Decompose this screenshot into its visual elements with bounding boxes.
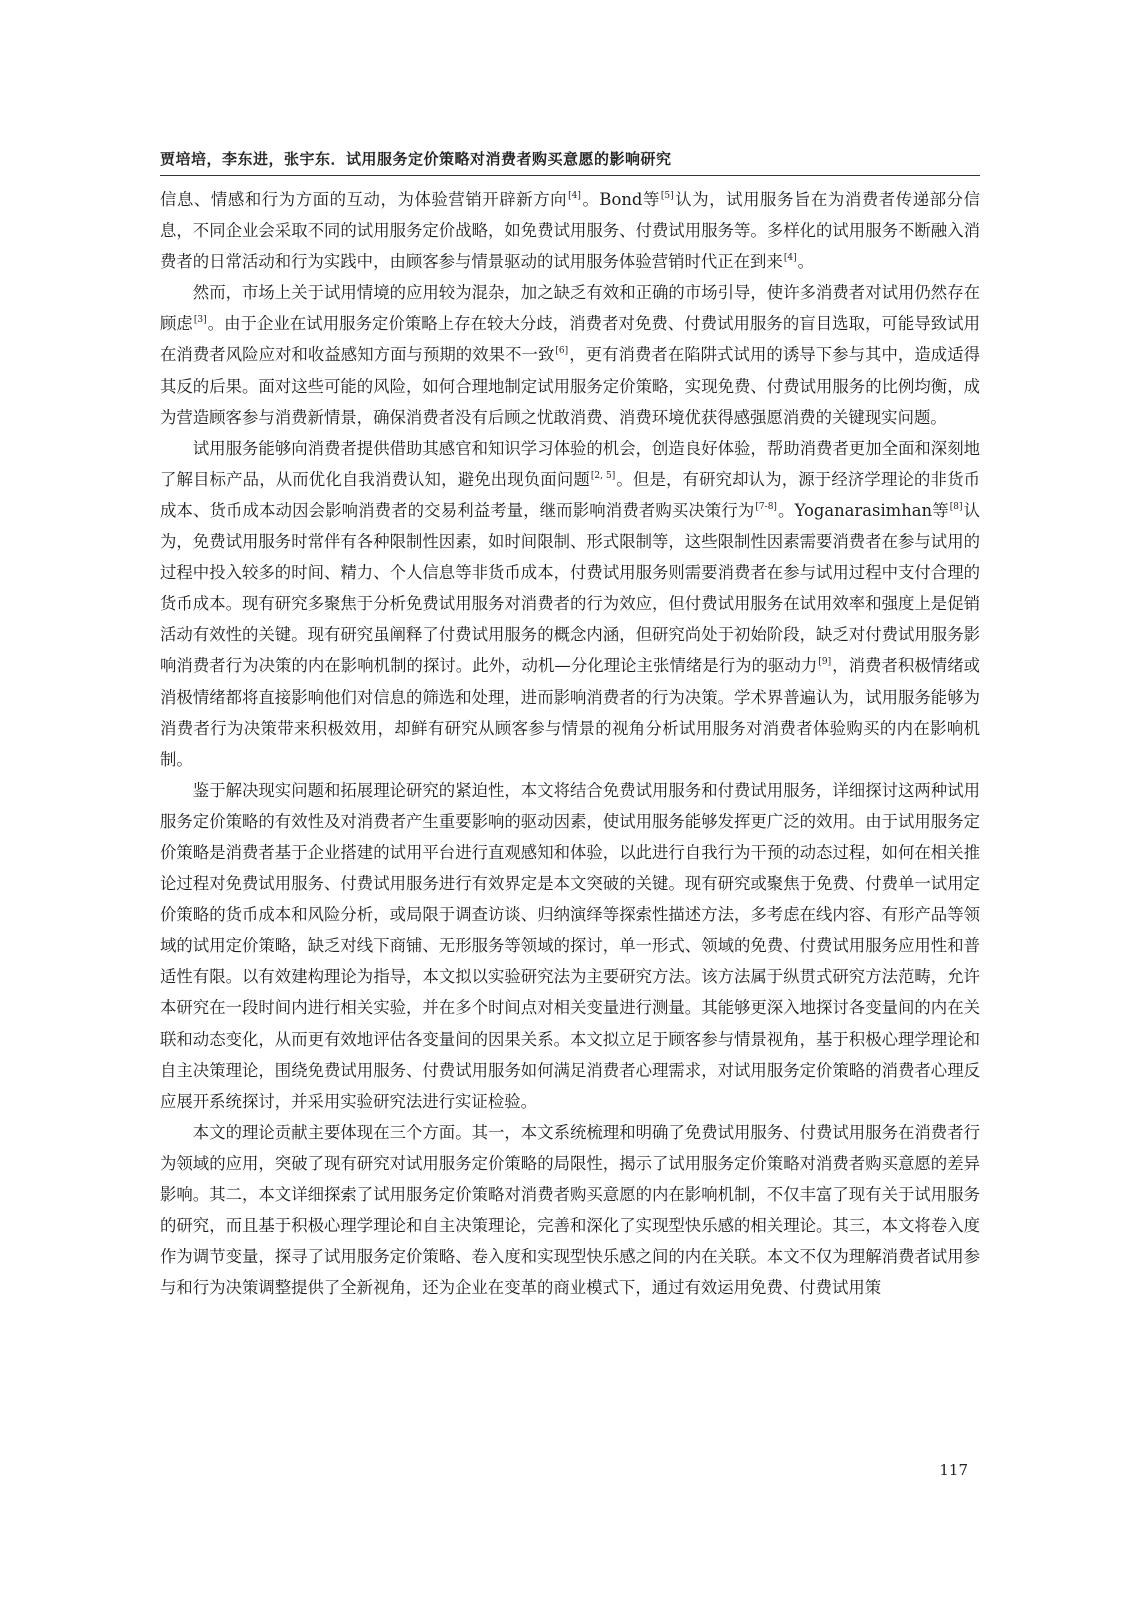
text-run: 鉴于解决现实问题和拓展理论研究的紧迫性，本文将结合免费试用服务和付费试用服务，详细探讨这两种试用服务定价策略的有效性及对消费者产生重要影响的驱动因素，使试用服务能够发挥更广泛的效用。由于试用服务定价策略是消费者基于企业搭建的试用平台进行直观感知和体验，以此进行自我行为干预的动态过程，如何在相关推论过程对免费试用服务、付费试用服务进行有效界定是本文突破的关键。现有研究或聚焦于免费、付费单一试用定价策略的货币成本和风险分析，或局限于调查访谈、归纳演绎等探索性描述方法，多考虑在线内容、有形产品等领域的试用定价策略，缺乏对线下商铺、无形服务等领域的探讨，单一形式、领域的免费、付费试用服务应用性和普适性有限。以有效建构理论为指导，本文拟以实验研究法为主要研究方法。该方法属于纵贯式研究方法范畴，允许本研究在一段时间内进行相关实验，并在多个时间点对相关变量进行测量。其能够更深入地探讨各变量间的内在关联和动态变化，从而更有效地评估各变量间的因果关系。本文拟立足于顾客参与情景视角，基于积极心理学理论和自主决策理论，围绕免费试用服务、付费试用服务如何满足消费者心理需求，对试用服务定价策略的消费者心理反应展开系统探讨，并采用实验研究法进行实证检验。 — [160, 780, 980, 1111]
running-header: 贾培培，李东进，张宇东．试用服务定价策略对消费者购买意愿的影响研究 — [160, 148, 980, 176]
text-run: 。由于企业在试用服务定价策略上存在较大分歧，消费者对免费、付费试用服务的盲目选取，可能导致试用在消费者风险应对和收益感知方面与预期的效果不一致 — [160, 314, 981, 365]
text-run: 。Bond等 — [581, 190, 660, 209]
citation-ref[interactable]: [7-8] — [755, 501, 777, 512]
paragraph-2 — [160, 277, 980, 432]
text-run: 信息、情感和行为方面的互动，为体验营销开辟新方向 — [160, 190, 568, 209]
citation-ref[interactable]: [8] — [949, 501, 963, 512]
text-run: 本文的理论贡献主要体现在三个方面。其一，本文系统梳理和明确了免费试用服务、付费试用服务在消费者行为领域的应用，突破了现有研究对试用服务定价策略的局限性，揭示了试用服务定价策略对消费者购买意愿的差异影响。其二，本文详细探索了试用服务定价策略对消费者购买意愿的内在影响机制，不仅丰富了现有关于试用服务的研究，而且基于积极心理学理论和自主决策理论，完善和深化了实现型快乐感的相关理论。其三，本文将卷入度作为调节变量，探寻了试用服务定价策略、卷入度和实现型快乐感之间的内在关联。本文不仅为理解消费者试用参与和行为决策调整提供了全新视角，还为企业在变革的商业模式下，通过有效运用免费、付费试用策 — [160, 1122, 980, 1298]
text-run: ，更有消费者在陷阱式试用的诱导下参与其中，造成适得其反的后果。面对这些可能的风险，如何合理地制定试用服务定价策略，实现免费、付费试用服务的比例均衡，成为营造顾客参与消费新情景，确保消费者没有后顾之忧敢消费、消费环境优获得感强愿消费的关键现实问题。 — [160, 345, 981, 427]
citation-ref[interactable]: [6] — [555, 346, 569, 357]
text-run: 试用服务能够向消费者提供借助其感官和知识学习体验的机会，创造良好体验，帮助消费者更加全面和深刻地了解目标产品，从而优化自我消费认知，避免出现负面问题 — [160, 438, 980, 489]
paragraph-4 — [160, 775, 980, 1117]
paragraph-1 — [160, 184, 980, 277]
text-run: ，消费者积极情绪或消极情绪都将直接影响他们对信息的筛选和处理，进而影响消费者的行为决策。学术界普遍认为，试用服务能够为消费者行为决策带来积极效用，却鲜有研究从顾客参与情景的视角分析试用服务对消费者体验购买的内在影响机制。 — [160, 656, 981, 769]
citation-ref[interactable]: [5] — [660, 191, 674, 201]
text-run: 。 — [797, 252, 814, 272]
citation-ref[interactable]: [3] — [193, 315, 207, 326]
citation-ref[interactable]: [9] — [818, 657, 832, 668]
text-run: 认为，免费试用服务时常伴有各种限制性因素，如时间限制、形式限制等，这些限制性因素需要消费者在参与试用的过程中投入较多的时间、精力、个人信息等非货币成本，付费试用服务则需要消费者在参与试用过程中支付合理的货币成本。现有研究多聚焦于分析免费试用服务对消费者的行为效应，但付费试用服务在试用效率和强度上是促销活动有效性的关键。现有研究虽阐释了付费试用服务的概念内涵，但研究尚处于初始阶段，缺乏对付费试用服务影响消费者行为决策的内在影响机制的探讨。此外，动机—分化理论主张情绪是行为的驱动力 — [160, 500, 981, 676]
body-text — [160, 184, 980, 1303]
text-run: 。但是，有研究却认为，源于经济学理论的非货币成本、货币成本动因会影响消费者的交易利益考量，继而影响消费者购买决策行为 — [160, 469, 981, 520]
text-run: 。Yoganarasimhan等 — [777, 500, 949, 520]
citation-ref[interactable]: [2, 5] — [590, 470, 616, 481]
page-number: 117 — [939, 1461, 968, 1479]
text-run: 然而，市场上关于试用情境的应用较为混杂，加之缺乏有效和正确的市场引导，使许多消费者对试用仍然存在顾虑 — [160, 283, 980, 334]
citation-ref[interactable]: [4] — [568, 191, 581, 201]
text-run: 认为，试用服务旨在为消费者传递部分信息，不同企业会采取不同的试用服务定价战略，如免费试用服务、付费试用服务等。多样化的试用服务不断融入消费者的日常活动和行为实践中，由顾客参与情景驱动的试用服务体验营销时代正在到来 — [160, 190, 981, 272]
citation-ref[interactable]: [4] — [783, 253, 797, 264]
paragraph-5 — [160, 1117, 980, 1304]
paragraph-3 — [160, 433, 980, 775]
